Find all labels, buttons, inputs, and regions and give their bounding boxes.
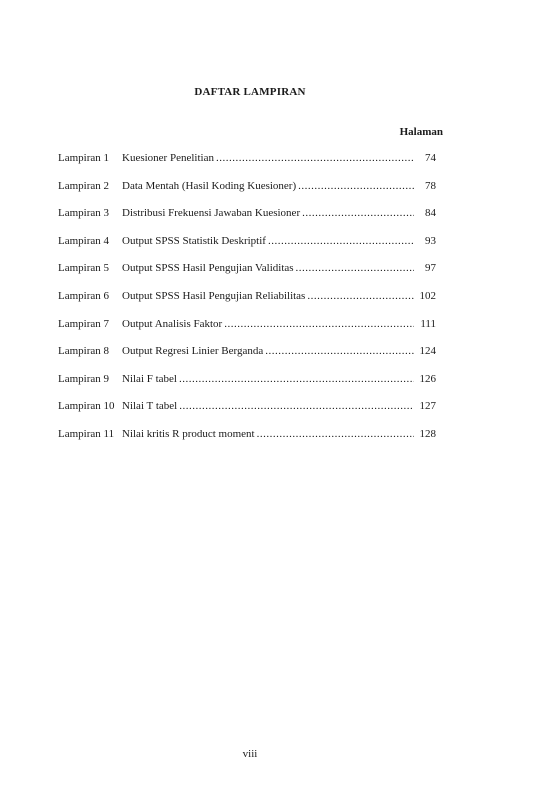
appendix-title: Output SPSS Hasil Pengujian Validitas bbox=[122, 262, 294, 275]
appendix-label: Lampiran 4 bbox=[58, 234, 110, 247]
list-item bbox=[58, 428, 436, 456]
appendix-list bbox=[58, 152, 436, 456]
list-item bbox=[58, 262, 436, 290]
appendix-label: Lampiran 8 bbox=[58, 345, 110, 358]
appendix-label: Lampiran 9 bbox=[58, 372, 110, 385]
appendix-title: Nilai kritis R product moment bbox=[122, 427, 255, 440]
appendix-page-number: 97 bbox=[425, 262, 436, 275]
list-item bbox=[58, 400, 436, 428]
appendix-label: Lampiran 5 bbox=[58, 262, 110, 275]
appendix-page-number: 128 bbox=[419, 427, 436, 440]
dot-leader bbox=[224, 318, 414, 330]
list-item bbox=[58, 290, 436, 318]
dot-leader bbox=[265, 345, 414, 357]
appendix-page-number: 93 bbox=[425, 234, 436, 247]
appendix-page-number: 84 bbox=[425, 207, 436, 220]
dot-leader bbox=[296, 262, 414, 274]
appendix-label: Lampiran 1 bbox=[58, 152, 110, 164]
appendix-title: Output Analisis Faktor bbox=[122, 317, 223, 330]
page-title: DAFTAR LAMPIRAN bbox=[194, 86, 306, 98]
appendix-page-number: 74 bbox=[425, 152, 436, 164]
list-item bbox=[58, 152, 436, 180]
appendix-label: Lampiran 6 bbox=[58, 289, 110, 302]
page-number: viii bbox=[242, 748, 258, 760]
appendix-title: Output SPSS Statistik Deskriptif bbox=[122, 234, 266, 247]
appendix-title: Data Mentah (Hasil Koding Kuesioner) bbox=[122, 179, 297, 192]
appendix-page-number: 102 bbox=[419, 289, 436, 302]
list-item bbox=[58, 373, 436, 401]
appendix-label: Lampiran 2 bbox=[58, 179, 110, 192]
appendix-title: Nilai F tabel bbox=[122, 372, 177, 385]
appendix-label: Lampiran 7 bbox=[58, 317, 110, 330]
appendix-page-number: 111 bbox=[420, 317, 436, 330]
appendix-page-number: 126 bbox=[419, 372, 436, 385]
appendix-label: Lampiran 11 bbox=[58, 427, 115, 440]
appendix-title: Distribusi Frekuensi Jawaban Kuesioner bbox=[122, 207, 301, 220]
appendix-title: Output Regresi Linier Berganda bbox=[122, 345, 264, 358]
dot-leader bbox=[268, 235, 414, 247]
appendix-label: Lampiran 10 bbox=[58, 400, 115, 413]
page-column-label: Halaman bbox=[399, 126, 443, 138]
list-item bbox=[58, 207, 436, 235]
appendix-label: Lampiran 3 bbox=[58, 207, 110, 220]
dot-leader bbox=[179, 400, 414, 412]
dot-leader bbox=[298, 180, 414, 192]
appendix-page-number: 127 bbox=[419, 400, 436, 413]
dot-leader bbox=[179, 373, 414, 385]
appendix-title: Kuesioner Penelitian bbox=[122, 152, 214, 164]
appendix-page-number: 124 bbox=[419, 345, 436, 358]
dot-leader bbox=[216, 152, 414, 164]
dot-leader bbox=[302, 207, 414, 219]
list-item bbox=[58, 345, 436, 373]
list-item bbox=[58, 180, 436, 208]
dot-leader bbox=[257, 428, 414, 440]
appendix-title: Output SPSS Hasil Pengujian Reliabilitas bbox=[122, 289, 306, 302]
list-item bbox=[58, 318, 436, 346]
dot-leader bbox=[307, 290, 414, 302]
appendix-page-number: 78 bbox=[425, 179, 436, 192]
appendix-title: Nilai T tabel bbox=[122, 400, 178, 413]
list-item bbox=[58, 235, 436, 263]
